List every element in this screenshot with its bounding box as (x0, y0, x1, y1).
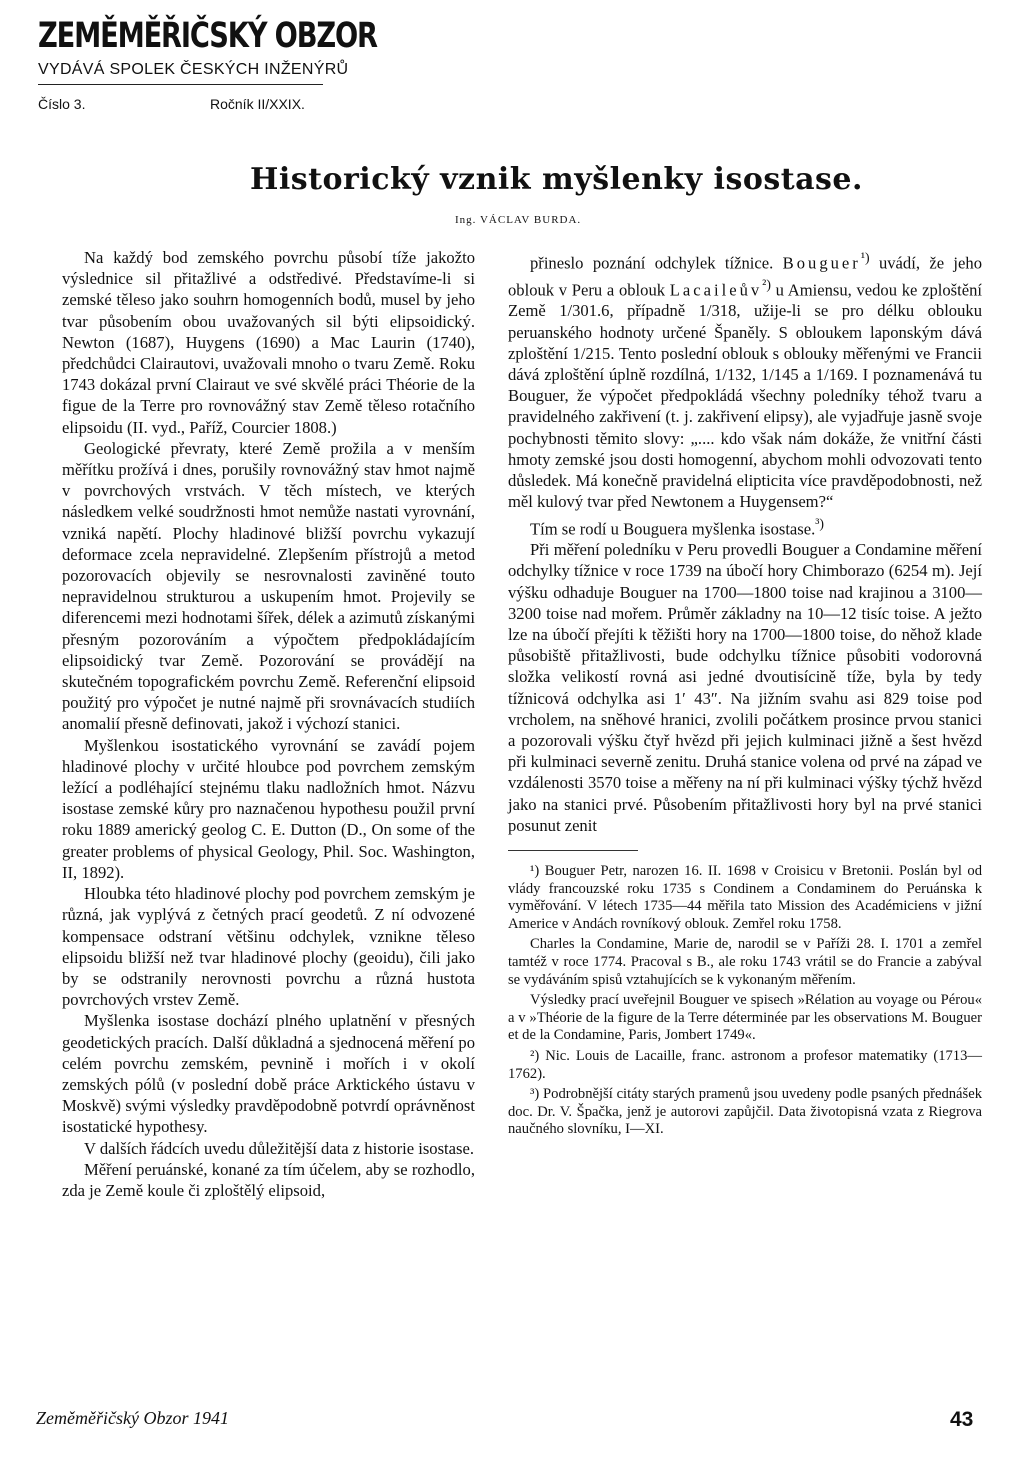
article-title: Historický vznik myšlenky isostase. (250, 162, 863, 197)
left-column (62, 247, 475, 1201)
footer-journal-name: Zeměměřičský Obzor 1941 (36, 1408, 229, 1428)
paragraph: Myšlenkou isostatického vyrovnání se zavádí pojem hladinové plochy v určité hloubce pod povrchem zemským ležící a podléhající stejnému tlaku nadložních hmot. Názvu isostase zemské kůry pro naznačenou hypothesu použil první roku 1889 americký geolog C. E. Dutton (D., On some of the greater problems of physical Geology, Phil. Soc. Washington, II, 1892). (62, 735, 475, 882)
footnote-ref-3: ³) (815, 515, 825, 531)
footnote: Charles la Condamine, Marie de, narodil se v Paříži 28. I. 1701 a zemřel tamtéž v roce 1774. Pracoval s B., ale roku 1743 vrátil se do Francie a zabýval se vydáváním spisů vztahujících se k vykonaným měřením. (508, 936, 982, 988)
footnote: ¹) Bouguer Petr, narozen 16. II. 1698 v Croisicu v Bretonii. Poslán byl od vlády francouzské roku 1735 s Condinem a Condaminem do Peruánska k vyměřování. V létech 1735—44 měřila tato Mission des Académiciens v jižní Americe v Andách rovníkový oblouk. Zemřel roku 1758. (508, 863, 982, 932)
paragraph: Geologické převraty, které Země prožila a v menším měřítku prožívá i dnes, porušily rovnovážný stav hmot najmě v povrchových vrstvách. V těch místech, ve kterých následkem velké soudržnosti hmot nemůže nastati vyrovnání, vzniká napětí. Plochy hladinové bližší povrchu vykazují deformace zcela nepravidelné. Zlepšením přístrojů a metod pozorovacích objevily se nesrovnalosti zaviněné touto nepravidelnou strukturou a uskupením hmot. Projevily se diferencemi mezi hodnotami šířek, délek a azimutů získanými přesným pozorováním a výpočtem předpokládajícím elipsoidický tvar Země. Pozorování se provádějí na skutečném topografickém povrchu Země. Referenční elipsoid použitý pro výpočet je nutné najmě při srovnávacích studiích anomalií přesně definovati, jakož i výchozí stanici. (62, 438, 475, 734)
text-span: uvádí, že jeho oblouk v Peru a oblouk (508, 253, 982, 300)
name-bouguer: Bouguer (782, 253, 861, 273)
paragraph (508, 513, 982, 540)
paragraph: V dalších řádcích uvedu důležitější data z historie isostase. (84, 1138, 474, 1158)
text-span: přineslo poznání odchylek tížnice. (530, 253, 774, 273)
paragraph: Na každý bod zemského povrchu působí tíže jakožto výslednice sil přitažlivé a odstředivé. Představíme-li si zemské těleso jako souhrn homogenních bodů, musel by jeho tvar působením obou uvažovaných sil býti elipsoidický. Newton (1687), Huygens (1690) a Mac Laurin (1740), předchůdci Clairautovi, uvažovali mnoho o tvaru Země. Roku 1743 dokázal první Clairaut ve své skvělé práci Théorie de la figue de la Terre pro rovnovážný stav Země těleso rotačního elipsoidu (II. vyd., Paříž, Courcier 1808.) (62, 248, 475, 437)
text-span: Tím se rodí u Bouguera myšlenka isostase. (530, 519, 816, 539)
paragraph: Myšlenka isostase dochází plného uplatnění v přesných geodetických pracích. Další důkladná a sjednocená měření po celém povrchu zemském, pevnině i mořích i v okolí zemských pólů (v poslední době práce Arktického ústavu v Moskvě) svými výsledky pravděpodobně potvrdí oprávněnost isostatické hypothesy. (62, 1011, 475, 1137)
footnote: Výsledky prací uveřejnil Bouguer ve spisech »Rélation au voyage ou Pérou« a v »Théorie de la figure de la Terre déterminée par les observations M. Bouguer et de la Condamine, Paris, Jombert 1749«. (508, 992, 982, 1044)
right-column (508, 247, 982, 1142)
footnote: ³) Podrobnější citáty starých pramenů jsou uvedeny podle psaných přednášek doc. Dr. V. Špačka, jenž je autorovi zapůjčil. Data životopisná vzata z Riegrova naučného slovníku, I—XI. (508, 1086, 982, 1138)
journal-publisher: VYDÁVÁ SPOLEK ČESKÝCH INŽENÝRŮ (38, 61, 349, 78)
footnote-ref-2: ²) (762, 276, 771, 292)
footnote-ref-1: ¹) (860, 250, 870, 265)
name-lacaille: Lacaileův (669, 280, 763, 300)
masthead-divider (38, 84, 323, 85)
issue-number: Číslo 3. (38, 96, 86, 112)
footnote-divider (508, 850, 638, 851)
paragraph: Při měření poledníku v Peru provedli Bouguer a Condamine měření odchylky tížnice v roce 1739 na úbočí hory Chimborazo (6254 m). Její výšku odhaduje Bouguer na 1700—1800 toise nad krajinou a 3100—3200 toise nad mořem. Průměr základny na 10—12 tisíc toise. A ježto lze na úbočí přejíti k těžišti hory na 1700—1800 toise, do něhož klade působiště přitažlivosti, bude odchylku tížnice působiti vodorovná složka velikostí rovná asi jedné dvoutisícině tíže, byla by tedy tížnicová odchylka asi 1′ 43″. Na jižním svahu asi 829 toise pod vrcholem, na sněhové hranici, zvolili počátkem prosince prvou stanici a pozorovali výšku čtyř hvězd při jejich kulminaci jižně a šest hvězd při kulminaci severně zenitu. Druhá stanice volena od prvé na západ ve vzdálenosti 3570 toise a měřeny na ní při kulminaci výšky týchž hvězd jako na stanici prvé. Působením přitažlivosti hory byl na prvé stanici posunut zenit (508, 540, 982, 835)
paragraph (508, 247, 982, 513)
page-number: 43 (950, 1408, 974, 1431)
paragraph: Měření peruánské, konané za tím účelem, aby se rozhodlo, zda je Země koule či zploštělý elipsoid, (62, 1159, 475, 1200)
text-span: u Amiensu, vedou ke zploštění Země 1/301.6, případně 1/318, užije-li se pro délku oblouku peruanského hodnoty určené Španěly. S obloukem laponským dává zploštění 1/215. Tento poslední oblouk s oblouky měřenými ve Francii dává zploštění úplně rozdílná, 1/132, 1/145 a 1/169. I poznamenává tu Bouguer, že výpočet předpokládá všechny poledníky téhož tvaru a pravidelného zakřivení (t. j. zakřivení elipsy), ale vyjadřuje jasně svoje pochybnosti těmito slovy: „.... kdo však nám dokáže, že vnitřní části hmoty zemské jsou dosti homogenní, abychom mohli odvozovati tento důsledek. Má konečně pravidelná elipticita více pravděpodobnosti, než měl kulový tvar před Newtonem a Huygensem?“ (508, 280, 982, 512)
footnote: ²) Nic. Louis de Lacaille, franc. astronom a profesor matematiky (1713—1762). (508, 1048, 982, 1082)
volume-number: Ročník II/XXIX. (210, 96, 305, 112)
journal-masthead-title: ZEMĚMĚŘIČSKÝ OBZOR (38, 16, 377, 56)
paragraph: Hloubka této hladinové plochy pod povrchem zemským je různá, jak vyplývá z četných prací geodetů. Z ní odvozené kompensace odstraní většinu odchylek, vznikne těleso elipsoidu bližší než tvar hladinové plochy (geoidu), čili jako by se odstranily nerovnosti povrchu a různá hustota povrchových vrstev Země. (62, 884, 475, 1010)
article-author: Ing. VÁCLAV BURDA. (455, 214, 582, 226)
